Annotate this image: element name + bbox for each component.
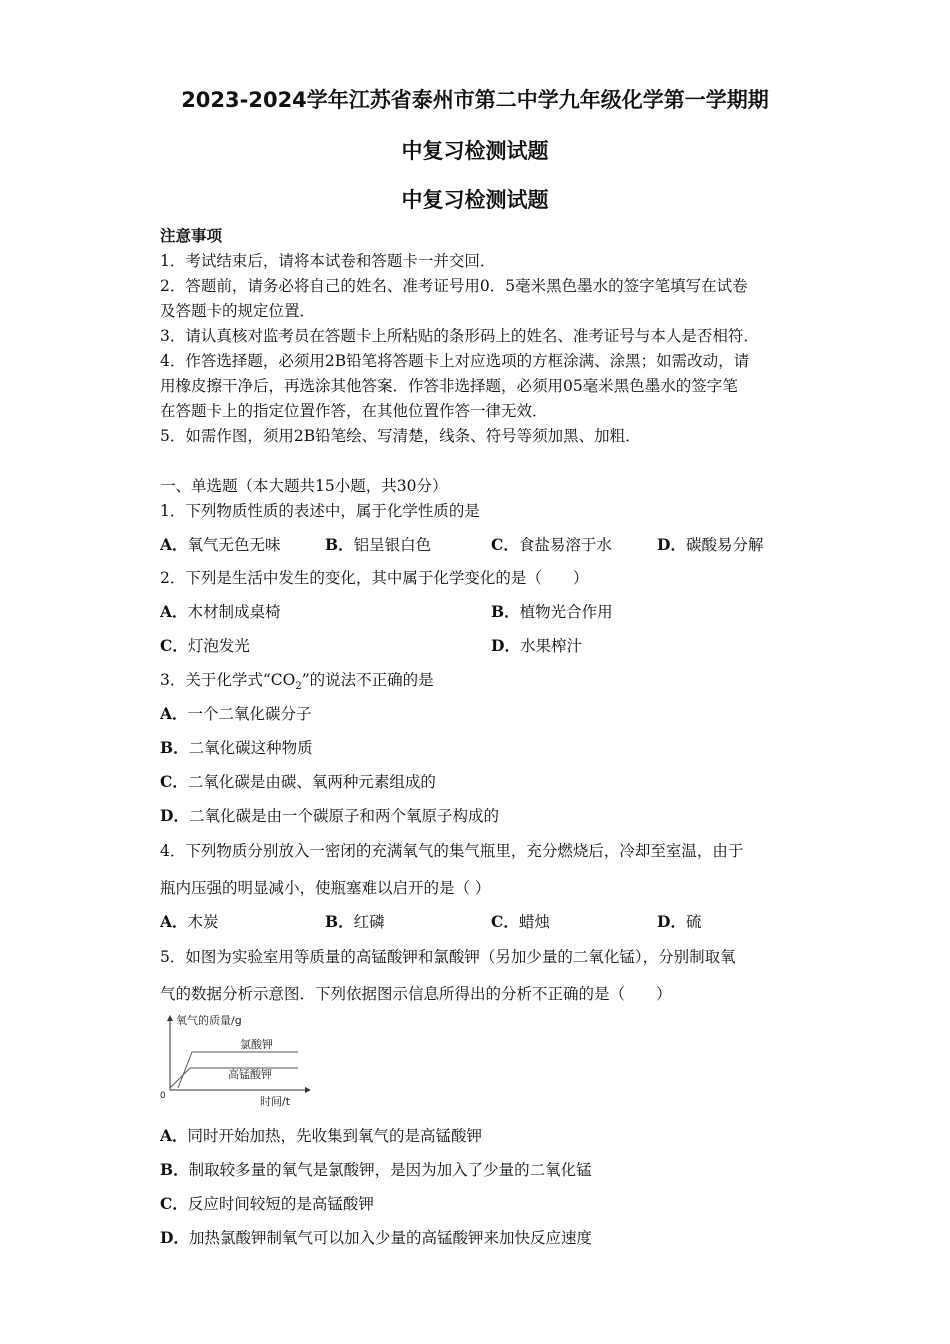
question-1-option-a: A．氧气无色无味 [160,535,281,554]
question-2-option-a: A．木材制成桌椅 [160,602,281,621]
page-title-line-1: 2023-2024学年江苏省泰州市第二中学九年级化学第一学期期 [181,88,769,112]
question-3-option-a: A．一个二氧化碳分子 [160,704,312,723]
series-label-potassium-chlorate: 氯酸钾 [240,1038,273,1051]
question-2-stem: 2．下列是生活中发生的变化，其中属于化学变化的是（ ） [160,569,589,587]
notice-line: 在答题卡上的指定位置作答，在其他位置作答一律无效． [160,402,548,420]
notice-line: 3．请认真核对监考员在答题卡上所粘贴的条形码上的姓名、准考证号与本人是否相符． [160,327,759,345]
question-1-stem: 1．下列物质性质的表述中，属于化学性质的是 [160,502,480,520]
question-4-option-c: C．蜡烛 [491,912,550,931]
page-title-line-2: 中复习检测试题 [401,139,549,163]
section-heading: 一、单选题（本大题共15小题，共30分） [160,477,448,495]
notice-line: 用橡皮擦干净后，再选涂其他答案．作答非选择题，必须用05毫米黑色墨水的签字笔 [160,377,738,395]
notice-line: 5．如需作图，须用2B铅笔绘、写清楚，线条、符号等须加黑、加粗． [160,427,641,445]
question-5-stem-line-1: 5．如图为实验室用等质量的高锰酸钾和氯酸钾（另加少量的二氧化锰），分别制取氧 [160,948,736,966]
question-5-option-a: A．同时开始加热，先收集到氧气的是高锰酸钾 [160,1126,483,1145]
question-2-option-b: B．植物光合作用 [491,602,613,621]
question-3-option-b: B．二氧化碳这种物质 [160,738,313,757]
question-2-option-c: C．灯泡发光 [160,636,250,655]
question-5-stem-line-2: 气的数据分析示意图．下列依据图示信息所得出的分析不正确的是（ ） [160,985,672,1003]
notice-line: 4．作答选择题，必须用2B铅笔将答题卡上对应选项的方框涂满、涂黑；如需改动，请 [160,352,750,370]
question-5-option-b: B．制取较多量的氧气是氯酸钾，是因为加入了少量的二氧化锰 [160,1160,592,1179]
notice-line: 2．答题前，请务必将自己的姓名、准考证号用0．5毫米黑色墨水的签字笔填写在试卷 [160,277,748,295]
page-title-line-3: 中复习检测试题 [401,188,549,212]
x-axis-label: 时间/t [260,1095,291,1108]
question-1-option-d: D．碳酸易分解 [657,535,764,554]
question-3-option-c: C．二氧化碳是由碳、氧两种元素组成的 [160,772,436,791]
notice-heading: 注意事项 [160,226,223,245]
question-1-option-c: C．食盐易溶于水 [491,535,612,554]
question-4-option-d: D．硫 [657,912,702,931]
question-2-option-d: D．水果榨汁 [491,636,582,655]
question-4-option-b: B．红磷 [325,912,385,931]
series-label-potassium-permanganate: 高锰酸钾 [228,1068,272,1081]
oxygen-mass-time-figure [156,1010,316,1108]
question-5-option-d: D．加热氯酸钾制氧气可以加入少量的高锰酸钾来加快反应速度 [160,1228,592,1247]
notice-line: 1．考试结束后，请将本试卷和答题卡一并交回． [160,252,496,270]
question-3-option-d: D．二氧化碳是由一个碳原子和两个氧原子构成的 [160,806,499,825]
question-4-option-a: A．木炭 [160,912,219,931]
question-3-stem: 3．关于化学式“$CO_2$”的说法不正确的是 [160,671,434,693]
origin-label: 0 [160,1091,166,1101]
question-5-option-c: C．反应时间较短的是高锰酸钾 [160,1194,374,1213]
question-4-stem-line-1: 4．下列物质分别放入一密闭的充满氧气的集气瓶里，充分燃烧后，冷却至室温，由于 [160,842,744,860]
notice-line: 及答题卡的规定位置． [160,302,316,320]
question-4-stem-line-2: 瓶内压强的明显减小，使瓶塞难以启开的是（ ） [160,879,491,897]
y-axis-label: 氧气的质量/g [176,1014,242,1027]
question-1-option-b: B．铝呈银白色 [325,535,432,554]
